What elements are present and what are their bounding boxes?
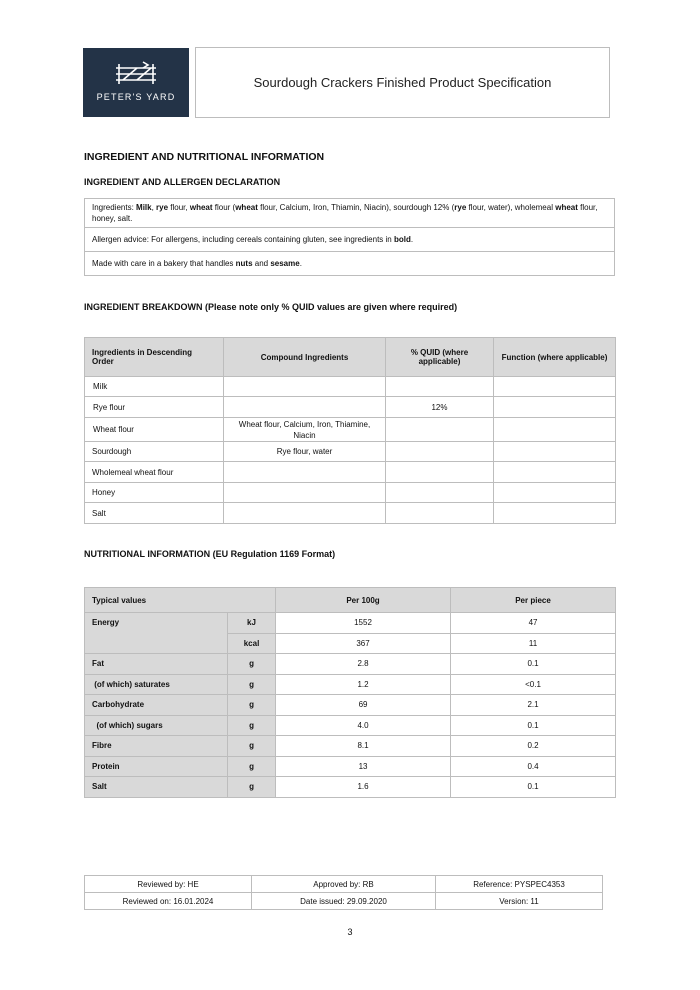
table-row [85,613,616,634]
per-100g-value: 69 [276,695,451,716]
function-value [494,462,616,483]
table-row [85,654,616,675]
per-100g-value: 367 [276,633,451,654]
compound-ingredients: Wheat flour, Calcium, Iron, Thiamine, Niacin [224,418,386,442]
function-value [494,377,616,397]
nutrition-header: Per 100g [276,588,451,613]
per-100g-value: 1552 [276,613,451,634]
quid-value [386,483,494,503]
allergen-emphasis: rye [454,203,467,212]
nutrient-name: Fat [85,654,228,675]
per-piece-value: 2.1 [451,695,616,716]
ingredients-statement [85,199,615,228]
nutrient-unit: g [228,756,276,777]
per-piece-value: 0.4 [451,756,616,777]
per-piece-value: 47 [451,613,616,634]
document-control-footer [84,875,603,910]
per-piece-value: 0.1 [451,715,616,736]
function-value [494,397,616,418]
text-segment: flour ( [212,203,236,212]
text-segment: flour, [168,203,190,212]
function-value [494,418,616,442]
table-row [85,736,616,757]
table-row [85,442,616,462]
text-segment: flour, water), wholemeal [466,203,556,212]
nutrient-unit: g [228,695,276,716]
table-row [85,715,616,736]
ingredient-name: Wheat flour [85,418,224,442]
ingredient-name: Honey [85,483,224,503]
made-with-statement [85,252,615,276]
declaration-table [84,198,615,276]
reviewed-by: Reviewed by: HE [85,876,252,893]
nutrient-unit: g [228,674,276,695]
page-number: 3 [347,927,353,937]
per-100g-value: 2.8 [276,654,451,675]
per-piece-value: <0.1 [451,674,616,695]
compound-ingredients [224,503,386,524]
nutrient-name: Fibre [85,736,228,757]
function-value [494,442,616,462]
nutrient-name: Carbohydrate [85,695,228,716]
text-segment: flour, honey, salt. [92,203,598,223]
allergen-emphasis: wheat [555,203,578,212]
per-piece-value: 0.2 [451,736,616,757]
quid-value [386,503,494,524]
quid-value [386,462,494,483]
table-row [85,418,616,442]
nutrient-unit: g [228,715,276,736]
text-segment: Allergen advice: For allergens, including cereals containing gluten, see ingredients in [92,235,394,244]
allergen-emphasis: sesame [270,259,300,268]
per-100g-value: 13 [276,756,451,777]
table-row [85,483,616,503]
breakdown-header: % QUID (where applicable) [386,338,494,377]
allergen-emphasis: nuts [235,259,253,268]
ingredient-name: Wholemeal wheat flour [85,462,224,483]
brand-name: PETER'S YARD [96,92,176,102]
compound-ingredients [224,462,386,483]
table-row [85,777,616,798]
nutrient-name: Energy [85,613,228,654]
text-segment: Made with care in a bakery that handles [92,259,236,268]
date-issued: Date issued: 29.09.2020 [252,893,436,910]
ingredient-breakdown-table [84,337,616,524]
breakdown-header: Function (where applicable) [494,338,616,377]
table-row [85,674,616,695]
text-segment: . [299,259,302,268]
table-row [85,695,616,716]
declaration-heading: INGREDIENT AND ALLERGEN DECLARATION [84,177,281,187]
version: Version: 11 [436,893,603,910]
compound-ingredients [224,397,386,418]
breakdown-header-row [85,338,616,377]
per-piece-value: 0.1 [451,654,616,675]
brand-logo [83,48,189,117]
nutrient-name: Salt [85,777,228,798]
nutrient-unit: g [228,654,276,675]
nutrition-heading: NUTRITIONAL INFORMATION (EU Regulation 1169 Format) [84,549,336,559]
nutrient-name: Protein [85,756,228,777]
document-title: Sourdough Crackers Finished Product Specification [195,47,610,118]
function-value [494,483,616,503]
ingredient-name: Salt [85,503,224,524]
text-segment: flour, Calcium, Iron, Thiamin, Niacin), sourdough 12% ( [257,203,455,212]
allergen-emphasis: Milk [136,203,152,212]
per-100g-value: 8.1 [276,736,451,757]
allergen-emphasis: rye [156,203,169,212]
nutrient-unit: kcal [228,633,276,654]
nutrient-name: (of which) sugars [85,715,228,736]
quid-value [386,418,494,442]
per-100g-value: 1.6 [276,777,451,798]
quid-value [386,377,494,397]
table-row [85,503,616,524]
text-segment: , [151,203,157,212]
breakdown-heading: INGREDIENT BREAKDOWN (Please note only % QUID values are given where required) [84,302,458,312]
allergen-emphasis: bold [393,235,411,244]
nutrient-unit: g [228,736,276,757]
allergen-emphasis: wheat [235,203,258,212]
nutrient-unit: g [228,777,276,798]
breakdown-header: Compound Ingredients [224,338,386,377]
nutrition-header-row [85,588,616,613]
nutrition-table [84,587,616,798]
text-segment: . [410,235,414,244]
ingredient-name: Rye flour [85,397,224,418]
section-title: INGREDIENT AND NUTRITIONAL INFORMATION [84,151,325,163]
per-piece-value: 0.1 [451,777,616,798]
table-row [85,397,616,418]
quid-value [386,442,494,462]
per-100g-value: 1.2 [276,674,451,695]
allergen-advice [85,228,615,252]
quid-value: 12% [386,397,494,418]
text-segment: Ingredients: [92,203,137,212]
nutrition-header: Typical values [85,588,276,613]
table-row [85,377,616,397]
breakdown-header: Ingredients in Descending Order [85,338,224,377]
ingredient-name: Milk [85,377,224,397]
reference: Reference: PYSPEC4353 [436,876,603,893]
nutrition-header: Per piece [451,588,616,613]
compound-ingredients: Rye flour, water [224,442,386,462]
allergen-emphasis: wheat [189,203,213,212]
text-segment: and [252,259,271,268]
table-row [85,462,616,483]
compound-ingredients [224,377,386,397]
per-piece-value: 11 [451,633,616,654]
reviewed-on: Reviewed on: 16.01.2024 [85,893,252,910]
compound-ingredients [224,483,386,503]
per-100g-value: 4.0 [276,715,451,736]
nutrient-name: (of which) saturates [85,674,228,695]
gate-icon [113,60,159,90]
approved-by: Approved by: RB [252,876,436,893]
ingredient-name: Sourdough [85,442,224,462]
function-value [494,503,616,524]
table-row [85,756,616,777]
nutrient-unit: kJ [228,613,276,634]
